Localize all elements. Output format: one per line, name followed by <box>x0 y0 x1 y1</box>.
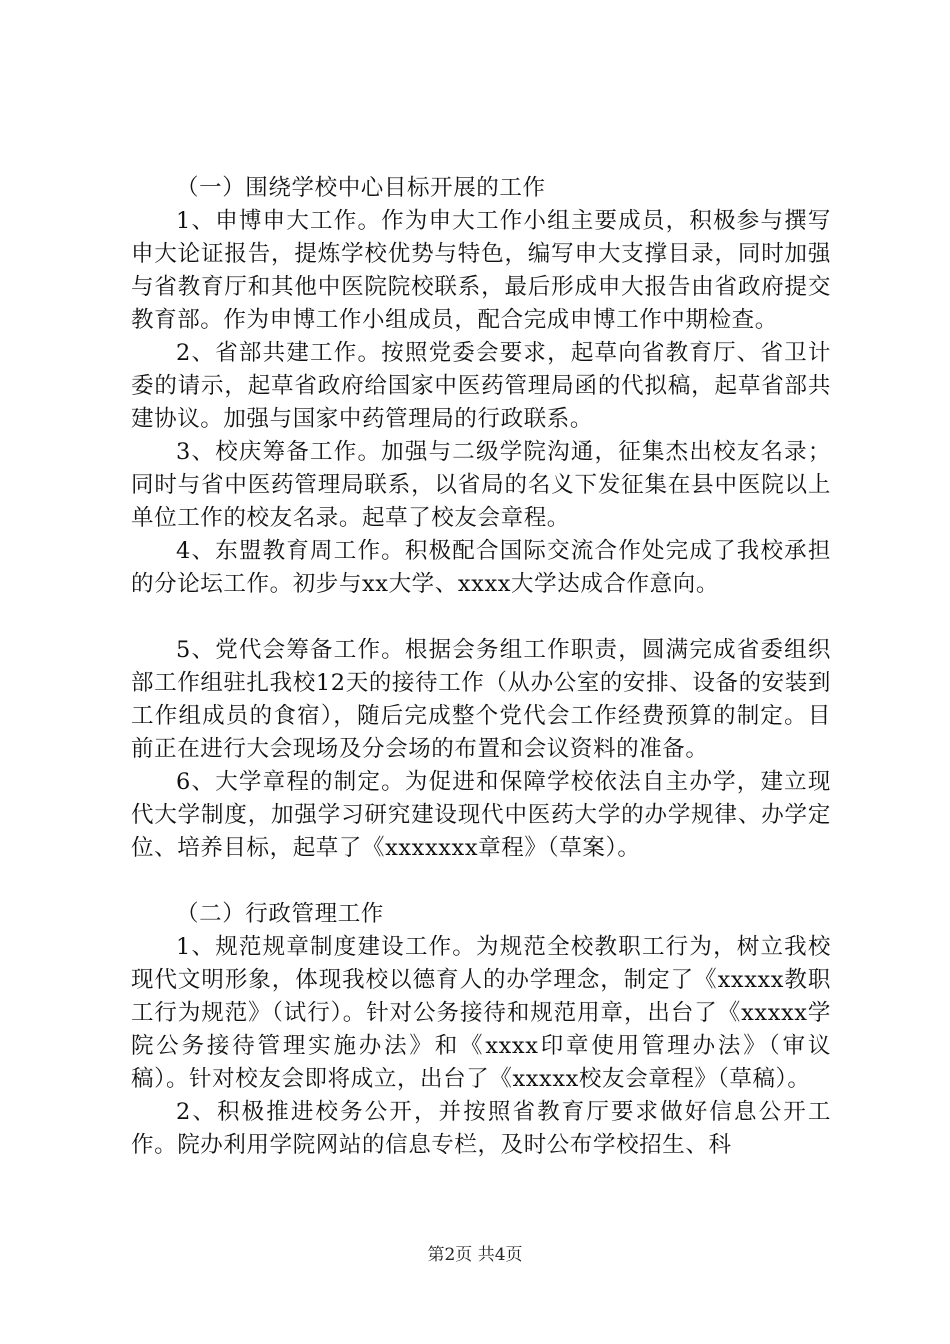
section-spacer <box>131 865 831 898</box>
paragraph-1-1: 1、申博申大工作。作为申大工作小组主要成员，积极参与撰写申大论证报告，提炼学校优势与特色，编写申大支撑目录，同时加强与省教育厅和其他中医院院校联系，最后形成申大报告由省政府提交教育部。作为申博工作小组成员，配合完成申博工作中期检查。 <box>131 208 831 333</box>
paragraph-2-1: 1、规范规章制度建设工作。为规范全校教职工行为，树立我校现代文明形象，体现我校以德育人的办学理念，制定了《xxxxx教职工行为规范》（试行）。针对公务接待和规范用章，出台了《xxxxx学院公务接待管理实施办法》和《xxxx印章使用管理办法》（审议稿）。针对校友会即将成立，出台了《xxxxx校友会章程》（草稿）。 <box>131 934 831 1092</box>
paragraph-2-2: 2、积极推进校务公开，并按照省教育厅要求做好信息公开工作。院办利用学院网站的信息专栏，及时公布学校招生、科 <box>131 1099 831 1158</box>
page-footer: 第2页 共4页 <box>427 1245 523 1265</box>
paragraph-1-4: 4、东盟教育周工作。积极配合国际交流合作处完成了我校承担的分论坛工作。初步与xx大学、xxxx大学达成合作意向。 <box>131 538 831 597</box>
paragraph-1-5: 5、党代会筹备工作。根据会务组工作职责，圆满完成省委组织部工作组驻扎我校12天的接待工作（从办公室的安排、设备的安装到工作组成员的食宿），随后完成整个党代会工作经费预算的制定。目前正在进行大会现场及分会场的布置和会议资料的准备。 <box>131 637 831 762</box>
document-body <box>131 172 831 1162</box>
paragraph-1-2: 2、省部共建工作。按照党委会要求，起草向省教育厅、省卫计委的请示，起草省政府给国家中医药管理局函的代拟稿，起草省部共建协议。加强与国家中药管理局的行政联系。 <box>131 340 831 432</box>
paragraph-1-6: 6、大学章程的制定。为促进和保障学校依法自主办学，建立现代大学制度，加强学习研究建设现代中医药大学的办学规律、办学定位、培养目标，起草了《xxxxxxx章程》（草案）。 <box>131 769 831 861</box>
section-heading-1: （一）围绕学校中心目标开展的工作 <box>176 175 546 201</box>
paragraph-spacer <box>131 601 831 634</box>
section-heading-2: （二）行政管理工作 <box>176 901 384 927</box>
paragraph-1-3: 3、校庆筹备工作。加强与二级学院沟通，征集杰出校友名录；同时与省中医药管理局联系，以省局的名义下发征集在县中医院以上单位工作的校友名录。起草了校友会章程。 <box>131 439 831 531</box>
